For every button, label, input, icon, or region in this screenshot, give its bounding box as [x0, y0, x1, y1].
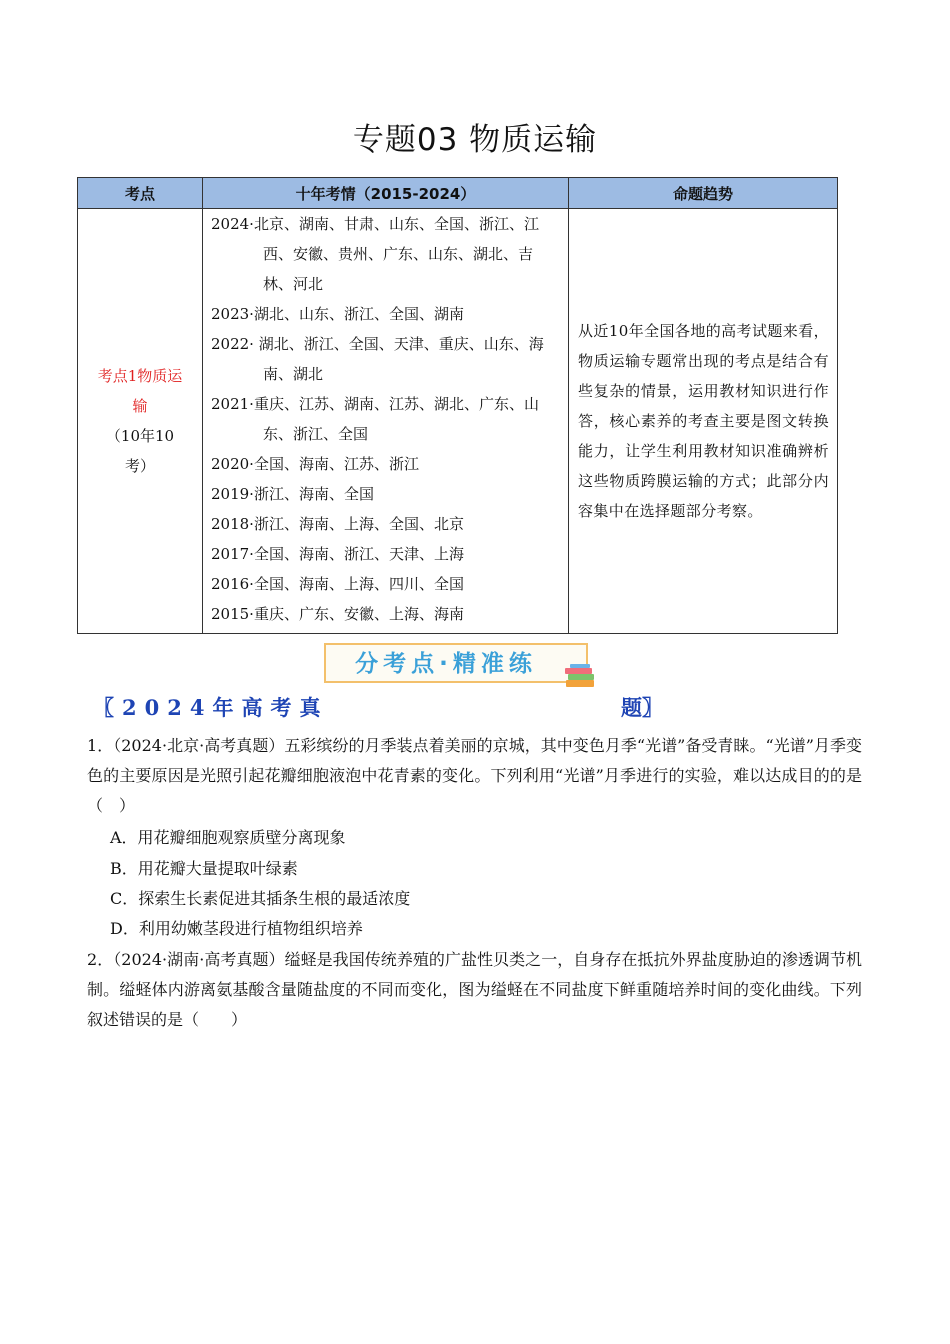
year-2021: 2021·重庆、江苏、湖南、江苏、湖北、广东、山东、浙江、全国 [211, 395, 539, 443]
question-1-option-a: A．用花瓣细胞观察质壁分离现象 [110, 828, 346, 847]
banner-text: 分考点·精准练 [355, 651, 537, 677]
header-trend: 命题趋势 [569, 178, 838, 209]
section-heading-left: 〖2024年高考真 [93, 695, 329, 720]
section-heading [93, 693, 663, 723]
year-2024: 2024·北京、湖南、甘肃、山东、全国、浙江、江西、安徽、贵州、广东、山东、湖北、吉林、河北 [211, 215, 539, 293]
table-header-row [78, 178, 838, 209]
year-2020: 2020·全国、海南、江苏、浙江 [211, 455, 419, 473]
topic-count-line1: （10年10 [105, 427, 175, 445]
topic-name-line1: 考点1物质运 [97, 367, 183, 385]
year-2022: 2022· 湖北、浙江、全国、天津、重庆、山东、海南、湖北 [211, 335, 544, 383]
page-title: 专题03 物质运输 [352, 122, 598, 158]
topic-count-line2: 考） [124, 457, 155, 475]
section-heading-right: 题〗 [621, 695, 663, 720]
header-topic: 考点 [78, 178, 203, 209]
header-decade: 十年考情（2015-2024） [203, 178, 569, 209]
question-1-option-b: B．用花瓣大量提取叶绿素 [110, 859, 298, 878]
year-2017: 2017·全国、海南、浙江、天津、上海 [211, 545, 464, 563]
table-row [78, 209, 838, 634]
year-2018: 2018·浙江、海南、上海、全国、北京 [211, 515, 464, 533]
year-2016: 2016·全国、海南、上海、四川、全国 [211, 575, 464, 593]
year-2019: 2019·浙江、海南、全国 [211, 485, 374, 503]
question-1-option-c: C．探索生长素促进其插条生根的最适浓度 [110, 889, 411, 908]
topic-name-line2: 输 [132, 397, 148, 415]
question-1-text: 1．（2024·北京·高考真题）五彩缤纷的月季装点着美丽的京城，其中变色月季“光谱”备受青睐。“光谱”月季变色的主要原因是光照引起花瓣细胞液泡中花青素的变化。下列利用“光谱”月季进行的实验，难以达成目的的是（ ） [87, 736, 862, 815]
years-cell [203, 209, 569, 634]
topic-cell [78, 209, 203, 634]
question-2-text: 2．（2024·湖南·高考真题）缢蛏是我国传统养殖的广盐性贝类之一，自身存在抵抗外界盐度胁迫的渗透调节机制。缢蛏体内游离氨基酸含量随盐度的不同而变化，图为缢蛏在不同盐度下鲜重随培养时间的变化曲线。下列叙述错误的是（ ） [87, 950, 862, 1029]
year-2023: 2023·湖北、山东、浙江、全国、湖南 [211, 305, 464, 323]
question-1-option-d: D．利用幼嫩茎段进行植物组织培养 [110, 919, 363, 938]
trend-cell: 从近10年全国各地的高考试题来看，物质运输专题常出现的考点是结合有些复杂的情景，运用教材知识进行作答，核心素养的考查主要是图文转换能力，让学生利用教材知识准确辨析这些物质跨膜运输的方式；此部分内容集中在选择题部分考察。 [569, 209, 838, 634]
books-icon [564, 663, 598, 689]
practice-banner [324, 643, 588, 683]
exam-summary-table [77, 177, 838, 634]
year-2015: 2015·重庆、广东、安徽、上海、海南 [211, 605, 464, 623]
